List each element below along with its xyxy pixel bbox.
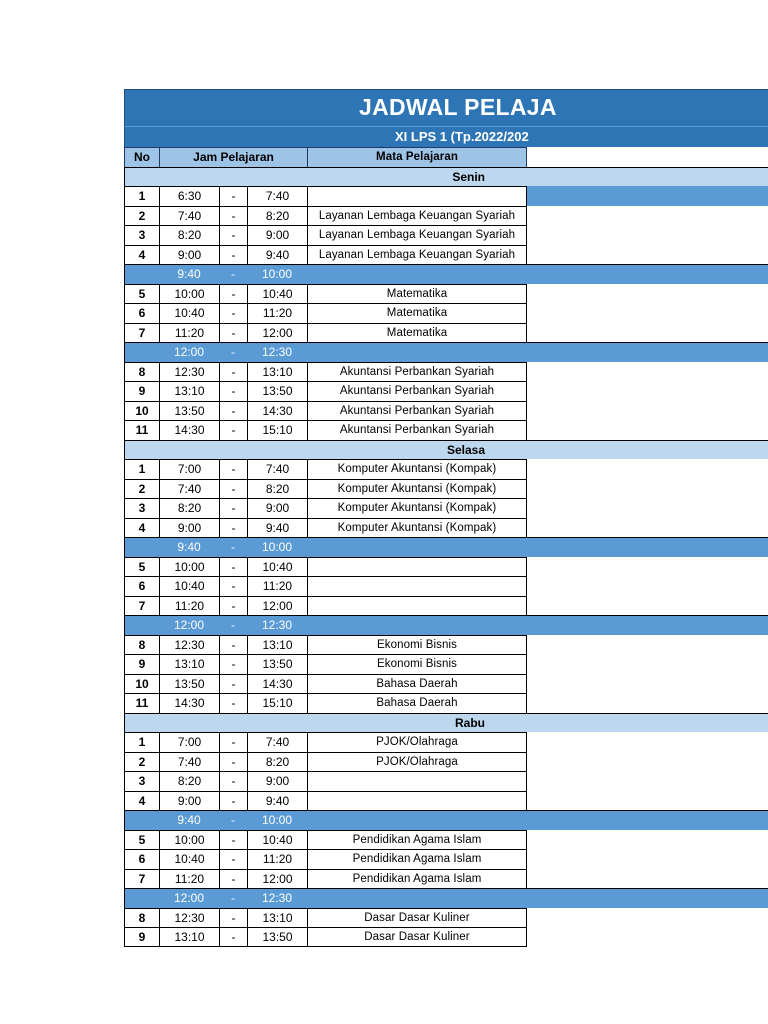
lesson-number: 7 <box>124 323 159 343</box>
subject-cell: Matematika <box>307 284 527 304</box>
subject-cell <box>307 791 527 811</box>
end-time: 14:30 <box>247 674 307 694</box>
break-start-time: 12:00 <box>173 618 205 632</box>
start-time: 12:30 <box>159 362 219 382</box>
lesson-number: 1 <box>124 186 159 206</box>
start-time: 10:00 <box>159 557 219 577</box>
end-time: 10:40 <box>247 830 307 850</box>
start-time: 10:00 <box>159 830 219 850</box>
table-row <box>124 849 768 869</box>
lesson-number: 7 <box>124 596 159 616</box>
lesson-number: 5 <box>124 557 159 577</box>
table-header-row <box>124 147 768 167</box>
subject-cell: Pendidikan Agama Islam <box>307 869 527 889</box>
time-separator: - <box>219 557 247 577</box>
table-row <box>124 459 768 479</box>
end-time: 9:00 <box>247 498 307 518</box>
break-start-time: 12:00 <box>173 891 205 905</box>
break-start-time: 9:40 <box>177 267 201 281</box>
header-jam-pelajaran: Jam Pelajaran <box>159 147 307 167</box>
lesson-number: 9 <box>124 381 159 401</box>
subject-cell: PJOK/Olahraga <box>307 752 527 772</box>
break-row <box>124 888 768 908</box>
start-time: 13:10 <box>159 654 219 674</box>
subject-cell: Akuntansi Perbankan Syariah <box>307 381 527 401</box>
start-time: 11:20 <box>159 869 219 889</box>
table-row <box>124 557 768 577</box>
break-separator: - <box>231 891 235 905</box>
lesson-number: 11 <box>124 693 159 713</box>
end-time: 13:50 <box>247 381 307 401</box>
day-label: Selasa <box>446 442 485 457</box>
start-time: 8:20 <box>159 771 219 791</box>
table-row <box>124 830 768 850</box>
time-separator: - <box>219 849 247 869</box>
lesson-number: 8 <box>124 635 159 655</box>
table-row <box>124 771 768 791</box>
time-separator: - <box>219 771 247 791</box>
start-time: 8:20 <box>159 225 219 245</box>
subject-cell: Dasar Dasar Kuliner <box>307 908 527 928</box>
subject-cell: Komputer Akuntansi (Kompak) <box>307 459 527 479</box>
subject-cell: Layanan Lembaga Keuangan Syariah <box>307 225 527 245</box>
time-separator: - <box>219 479 247 499</box>
start-time: 7:40 <box>159 206 219 226</box>
time-separator: - <box>219 752 247 772</box>
lesson-number: 4 <box>124 245 159 265</box>
end-time: 9:00 <box>247 225 307 245</box>
table-row <box>124 732 768 752</box>
table-row <box>124 206 768 226</box>
start-time: 7:40 <box>159 479 219 499</box>
subject-cell: Akuntansi Perbankan Syariah <box>307 362 527 382</box>
break-separator: - <box>231 267 235 281</box>
time-separator: - <box>219 245 247 265</box>
subject-cell <box>307 557 527 577</box>
table-row <box>124 791 768 811</box>
break-end-time: 10:00 <box>261 540 293 554</box>
end-time: 15:10 <box>247 693 307 713</box>
subject-cell: Layanan Lembaga Keuangan Syariah <box>307 245 527 265</box>
end-time: 7:40 <box>247 459 307 479</box>
end-time: 7:40 <box>247 732 307 752</box>
subject-cell: Pendidikan Agama Islam <box>307 830 527 850</box>
break-row <box>124 810 768 830</box>
table-row <box>124 420 768 440</box>
end-time: 13:50 <box>247 654 307 674</box>
lesson-number: 6 <box>124 303 159 323</box>
lesson-number: 3 <box>124 771 159 791</box>
time-separator: - <box>219 459 247 479</box>
subject-cell: Layanan Lembaga Keuangan Syariah <box>307 206 527 226</box>
schedule-title: JADWAL PELAJA <box>359 94 557 120</box>
end-time: 9:40 <box>247 245 307 265</box>
subject-cell <box>307 186 527 206</box>
lesson-number: 6 <box>124 849 159 869</box>
time-separator: - <box>219 284 247 304</box>
day-row-rabu <box>124 713 768 733</box>
start-time: 10:40 <box>159 303 219 323</box>
subject-cell: Bahasa Daerah <box>307 693 527 713</box>
lesson-number: 7 <box>124 869 159 889</box>
end-time: 12:00 <box>247 869 307 889</box>
end-time: 11:20 <box>247 303 307 323</box>
start-time: 13:50 <box>159 401 219 421</box>
start-time: 14:30 <box>159 420 219 440</box>
table-row <box>124 401 768 421</box>
time-separator: - <box>219 791 247 811</box>
time-separator: - <box>219 908 247 928</box>
break-row <box>124 537 768 557</box>
start-time: 12:30 <box>159 908 219 928</box>
lesson-number: 10 <box>124 401 159 421</box>
end-time: 13:10 <box>247 635 307 655</box>
end-time: 11:20 <box>247 849 307 869</box>
end-time: 15:10 <box>247 420 307 440</box>
subject-cell: Akuntansi Perbankan Syariah <box>307 420 527 440</box>
table-row <box>124 225 768 245</box>
table-row <box>124 674 768 694</box>
break-end-time: 10:00 <box>261 813 293 827</box>
end-time: 13:50 <box>247 927 307 947</box>
table-row <box>124 284 768 304</box>
table-row <box>124 693 768 713</box>
header-no: No <box>124 147 159 167</box>
time-separator: - <box>219 869 247 889</box>
start-time: 7:40 <box>159 752 219 772</box>
lesson-number: 8 <box>124 908 159 928</box>
lesson-number: 8 <box>124 362 159 382</box>
start-time: 13:10 <box>159 927 219 947</box>
table-row <box>124 498 768 518</box>
schedule-sheet <box>124 89 768 947</box>
subject-cell <box>307 596 527 616</box>
start-time: 10:40 <box>159 849 219 869</box>
end-time: 8:20 <box>247 752 307 772</box>
day-label: Senin <box>452 169 485 184</box>
time-separator: - <box>219 732 247 752</box>
table-row <box>124 654 768 674</box>
time-separator: - <box>219 693 247 713</box>
start-time: 6:30 <box>159 186 219 206</box>
time-separator: - <box>219 518 247 538</box>
subject-cell: Komputer Akuntansi (Kompak) <box>307 518 527 538</box>
lesson-number: 10 <box>124 674 159 694</box>
end-time: 9:00 <box>247 771 307 791</box>
lesson-number: 9 <box>124 927 159 947</box>
end-time: 8:20 <box>247 206 307 226</box>
break-end-time: 10:00 <box>261 267 293 281</box>
start-time: 8:20 <box>159 498 219 518</box>
class-subtitle: XI LPS 1 (Tp.2022/202 <box>395 129 529 144</box>
end-time: 7:40 <box>247 186 307 206</box>
time-separator: - <box>219 654 247 674</box>
table-row <box>124 635 768 655</box>
table-row <box>124 908 768 928</box>
lesson-number: 3 <box>124 498 159 518</box>
end-time: 8:20 <box>247 479 307 499</box>
table-row <box>124 186 768 206</box>
lesson-number: 2 <box>124 206 159 226</box>
subject-cell: Matematika <box>307 303 527 323</box>
header-mata-pelajaran: Mata Pelajaran <box>307 147 527 167</box>
lesson-number: 5 <box>124 284 159 304</box>
time-separator: - <box>219 401 247 421</box>
table-row <box>124 362 768 382</box>
start-time: 13:50 <box>159 674 219 694</box>
end-time: 13:10 <box>247 362 307 382</box>
start-time: 11:20 <box>159 323 219 343</box>
time-separator: - <box>219 206 247 226</box>
table-row <box>124 518 768 538</box>
lesson-number: 3 <box>124 225 159 245</box>
start-time: 10:00 <box>159 284 219 304</box>
break-row <box>124 342 768 362</box>
end-time: 11:20 <box>247 576 307 596</box>
subject-cell: Akuntansi Perbankan Syariah <box>307 401 527 421</box>
table-row <box>124 381 768 401</box>
time-separator: - <box>219 596 247 616</box>
time-separator: - <box>219 303 247 323</box>
subtitle-banner <box>124 126 768 147</box>
break-separator: - <box>231 540 235 554</box>
start-time: 9:00 <box>159 791 219 811</box>
highlight-fill <box>527 186 768 206</box>
time-separator: - <box>219 927 247 947</box>
end-time: 12:00 <box>247 596 307 616</box>
break-end-time: 12:30 <box>261 345 293 359</box>
schedule-table-body <box>124 167 768 947</box>
start-time: 7:00 <box>159 459 219 479</box>
end-time: 10:40 <box>247 284 307 304</box>
lesson-number: 9 <box>124 654 159 674</box>
table-row <box>124 303 768 323</box>
break-start-time: 9:40 <box>177 813 201 827</box>
day-row-selasa <box>124 440 768 460</box>
break-separator: - <box>231 813 235 827</box>
end-time: 10:40 <box>247 557 307 577</box>
lesson-number: 2 <box>124 479 159 499</box>
break-separator: - <box>231 345 235 359</box>
start-time: 7:00 <box>159 732 219 752</box>
subject-cell: Ekonomi Bisnis <box>307 654 527 674</box>
time-separator: - <box>219 674 247 694</box>
day-label: Rabu <box>455 715 485 730</box>
subject-cell: Komputer Akuntansi (Kompak) <box>307 479 527 499</box>
time-separator: - <box>219 635 247 655</box>
start-time: 14:30 <box>159 693 219 713</box>
lesson-number: 4 <box>124 791 159 811</box>
table-row <box>124 752 768 772</box>
lesson-number: 6 <box>124 576 159 596</box>
lesson-number: 5 <box>124 830 159 850</box>
table-row <box>124 596 768 616</box>
time-separator: - <box>219 576 247 596</box>
break-row <box>124 264 768 284</box>
start-time: 13:10 <box>159 381 219 401</box>
title-banner <box>124 89 768 126</box>
table-row <box>124 479 768 499</box>
subject-cell: Dasar Dasar Kuliner <box>307 927 527 947</box>
lesson-number: 11 <box>124 420 159 440</box>
start-time: 10:40 <box>159 576 219 596</box>
break-start-time: 9:40 <box>177 540 201 554</box>
time-separator: - <box>219 381 247 401</box>
end-time: 9:40 <box>247 518 307 538</box>
subject-cell <box>307 576 527 596</box>
subject-cell: PJOK/Olahraga <box>307 732 527 752</box>
subject-cell: Komputer Akuntansi (Kompak) <box>307 498 527 518</box>
table-row <box>124 927 768 947</box>
lesson-number: 1 <box>124 459 159 479</box>
table-row <box>124 323 768 343</box>
time-separator: - <box>219 498 247 518</box>
subject-cell: Ekonomi Bisnis <box>307 635 527 655</box>
break-end-time: 12:30 <box>261 891 293 905</box>
time-separator: - <box>219 225 247 245</box>
subject-cell: Bahasa Daerah <box>307 674 527 694</box>
end-time: 13:10 <box>247 908 307 928</box>
lesson-number: 2 <box>124 752 159 772</box>
table-row <box>124 245 768 265</box>
time-separator: - <box>219 362 247 382</box>
time-separator: - <box>219 830 247 850</box>
end-time: 9:40 <box>247 791 307 811</box>
lesson-number: 1 <box>124 732 159 752</box>
table-row <box>124 576 768 596</box>
day-row-senin <box>124 167 768 187</box>
break-start-time: 12:00 <box>173 345 205 359</box>
start-time: 12:30 <box>159 635 219 655</box>
subject-cell <box>307 771 527 791</box>
break-separator: - <box>231 618 235 632</box>
time-separator: - <box>219 323 247 343</box>
time-separator: - <box>219 186 247 206</box>
subject-cell: Matematika <box>307 323 527 343</box>
start-time: 9:00 <box>159 518 219 538</box>
start-time: 9:00 <box>159 245 219 265</box>
break-end-time: 12:30 <box>261 618 293 632</box>
end-time: 14:30 <box>247 401 307 421</box>
break-row <box>124 615 768 635</box>
subject-cell: Pendidikan Agama Islam <box>307 849 527 869</box>
lesson-number: 4 <box>124 518 159 538</box>
start-time: 11:20 <box>159 596 219 616</box>
table-row <box>124 869 768 889</box>
time-separator: - <box>219 420 247 440</box>
end-time: 12:00 <box>247 323 307 343</box>
